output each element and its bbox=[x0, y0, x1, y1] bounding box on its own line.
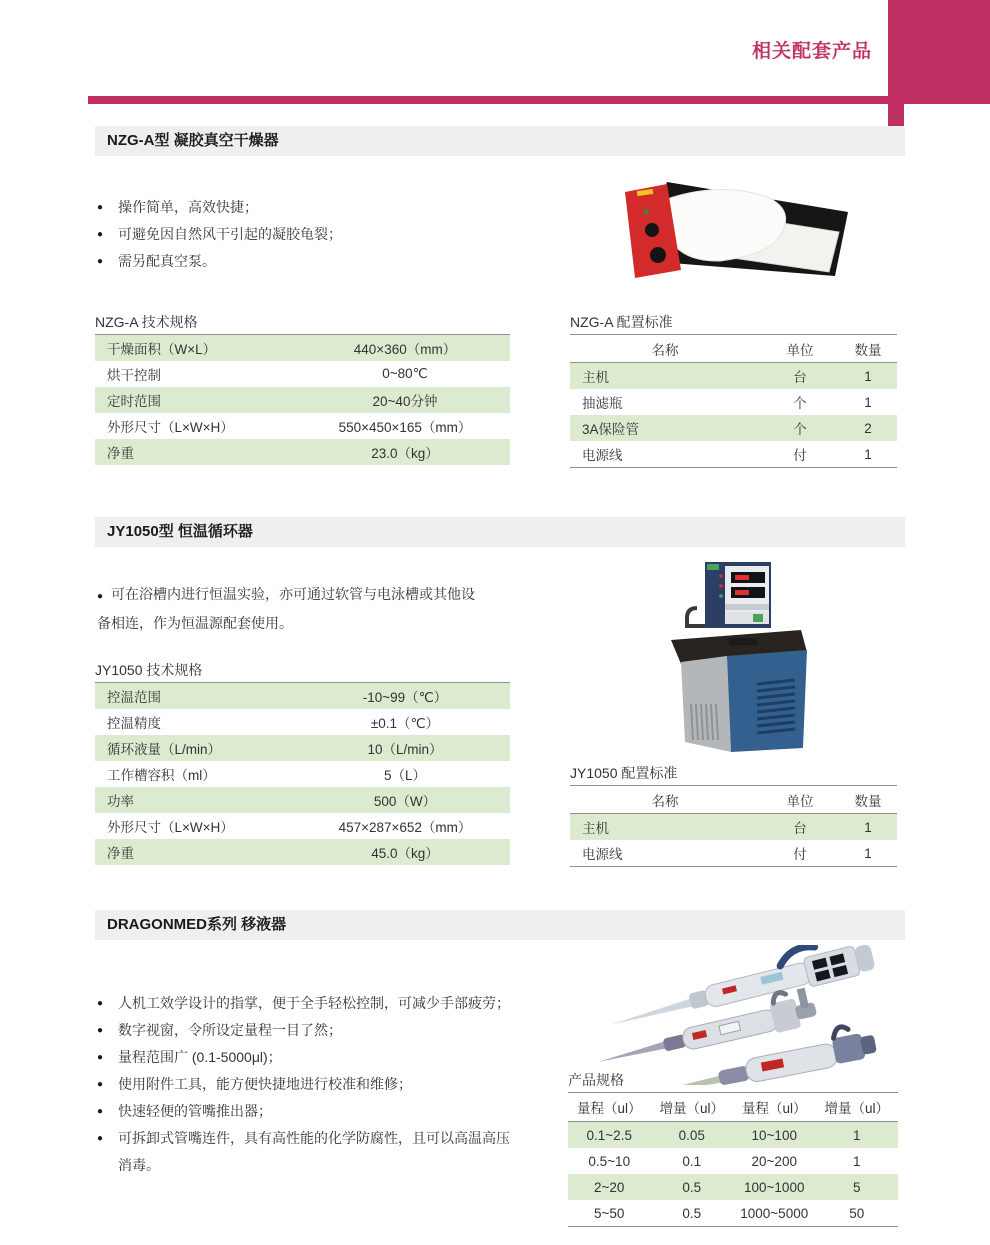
product-spec-table-title: 产品规格 bbox=[568, 1072, 624, 1088]
cell-unit: 台 bbox=[793, 821, 807, 836]
spec-label: 定时范围 bbox=[107, 394, 161, 409]
spec-value: 500（W） bbox=[373, 794, 437, 809]
jy1050-config-table-title: JY1050 配置标准 bbox=[570, 765, 678, 781]
bullet-icon: ● bbox=[97, 1079, 104, 1090]
spec-label: 控温范围 bbox=[107, 690, 161, 705]
spec-label: 干燥面积（W×L） bbox=[107, 342, 217, 357]
table-header-row bbox=[570, 786, 897, 814]
column-header: 量程（ul） bbox=[576, 1101, 642, 1116]
cell: 20~200 bbox=[751, 1153, 797, 1169]
cell-qty: 1 bbox=[864, 394, 872, 410]
jy1050-circulator-photo bbox=[665, 556, 810, 754]
spec-label: 烘干控制 bbox=[107, 368, 161, 383]
cell: 1 bbox=[852, 1127, 861, 1143]
list-item bbox=[97, 1044, 511, 1071]
column-header: 量程（ul） bbox=[741, 1101, 807, 1116]
column-header: 单位 bbox=[786, 342, 814, 358]
nzg-a-config-table-title: NZG-A 配置标准 bbox=[570, 314, 673, 330]
accent-corner-block bbox=[888, 0, 990, 104]
table-header-row bbox=[568, 1093, 898, 1122]
cell: 10~100 bbox=[751, 1127, 797, 1143]
section-title-nzg-a: NZG-A型 凝胶真空干燥器 bbox=[95, 126, 905, 156]
bullet-icon: ● bbox=[97, 591, 104, 602]
cell: 0.5~10 bbox=[588, 1153, 631, 1169]
bullet-text: 数字视窗，令所设定量程一目了然； bbox=[118, 1022, 342, 1038]
nzg-a-spec-table-title: NZG-A 技术规格 bbox=[95, 314, 198, 330]
list-item bbox=[97, 248, 537, 275]
table-row bbox=[570, 363, 897, 389]
cell-name: 电源线 bbox=[582, 847, 623, 862]
bullet-icon: ● bbox=[97, 202, 104, 213]
spec-value: 20~40分钟 bbox=[372, 394, 438, 409]
cell-name: 3A保险管 bbox=[582, 422, 640, 437]
spec-value: 5（L） bbox=[383, 768, 427, 783]
list-item bbox=[97, 1017, 511, 1044]
list-item bbox=[97, 1125, 511, 1179]
bullet-text: 使用附件工具，能方便快捷地进行校准和维修； bbox=[118, 1076, 412, 1092]
table-body bbox=[570, 814, 897, 866]
bullet-icon: ● bbox=[97, 998, 104, 1009]
bullet-icon: ● bbox=[97, 256, 104, 267]
spec-label: 控温精度 bbox=[107, 716, 161, 731]
table-body bbox=[570, 363, 897, 467]
page-title: 相关配套产品 bbox=[751, 41, 872, 62]
cell-qty: 2 bbox=[864, 420, 872, 436]
bullet-text: 可在浴槽内进行恒温实验，亦可通过软管与电泳槽或其他设备相连，作为恒温源配套使用。 bbox=[97, 586, 476, 631]
nzg-a-bullet-list bbox=[97, 194, 537, 275]
column-header: 名称 bbox=[651, 342, 679, 358]
bullet-icon: ● bbox=[97, 1106, 104, 1117]
cell-unit: 个 bbox=[793, 422, 807, 437]
cell-qty: 1 bbox=[864, 368, 872, 384]
list-item bbox=[97, 194, 537, 221]
table-row bbox=[95, 439, 510, 465]
cell-qty: 1 bbox=[864, 446, 872, 462]
column-header: 数量 bbox=[854, 342, 882, 358]
nzg-a-dryer-photo bbox=[615, 168, 855, 290]
accent-vertical-stub bbox=[888, 104, 904, 127]
product-spec-table bbox=[568, 1092, 898, 1227]
table-row bbox=[95, 413, 510, 439]
cell: 50 bbox=[849, 1205, 865, 1221]
bullet-text: 操作简单，高效快捷； bbox=[118, 199, 258, 215]
cell: 0.1 bbox=[682, 1153, 702, 1169]
spec-value: 457×287×652（mm） bbox=[338, 820, 472, 835]
cell-name: 主机 bbox=[582, 821, 609, 836]
table-row bbox=[570, 441, 897, 467]
bullet-text: 可拆卸式管嘴连件，具有高性能的化学防腐性，且可以高温高压消毒。 bbox=[118, 1130, 510, 1173]
accent-horizontal-rule bbox=[88, 96, 904, 104]
list-item bbox=[97, 221, 537, 248]
bullet-icon: ● bbox=[97, 1052, 104, 1063]
cell: 1000~5000 bbox=[740, 1205, 809, 1221]
table-row bbox=[570, 814, 897, 840]
column-header: 数量 bbox=[854, 793, 882, 809]
nzg-a-spec-table bbox=[95, 334, 510, 465]
cell: 100~1000 bbox=[744, 1179, 805, 1195]
bullet-text: 可避免因自然风干引起的凝胶龟裂； bbox=[118, 226, 342, 242]
cell-unit: 台 bbox=[793, 370, 807, 385]
cell: 1 bbox=[852, 1153, 861, 1169]
spec-value: 550×450×165（mm） bbox=[338, 420, 472, 435]
cell-unit: 个 bbox=[793, 396, 807, 411]
table-row bbox=[568, 1148, 898, 1174]
spec-value: -10~99（℃） bbox=[362, 690, 448, 705]
table-row bbox=[95, 361, 510, 387]
bullet-icon: ● bbox=[97, 1133, 104, 1144]
bullet-text: 人机工效学设计的指掌，便于全手轻松控制，可减少手部疲劳； bbox=[118, 995, 510, 1011]
spec-value: 45.0（kg） bbox=[371, 846, 439, 861]
section-title-dragonmed: DRAGONMED系列 移液器 bbox=[95, 910, 905, 940]
table-row bbox=[95, 735, 510, 761]
spec-label: 净重 bbox=[107, 446, 134, 461]
cell-qty: 1 bbox=[864, 845, 872, 861]
cell-unit: 付 bbox=[793, 448, 807, 463]
table-header-row bbox=[570, 335, 897, 363]
list-item bbox=[97, 1071, 511, 1098]
table-row bbox=[95, 709, 510, 735]
table-row bbox=[95, 787, 510, 813]
table-row bbox=[568, 1200, 898, 1226]
cell: 5~50 bbox=[594, 1205, 625, 1221]
cell-unit: 付 bbox=[793, 847, 807, 862]
jy1050-spec-table-title: JY1050 技术规格 bbox=[95, 662, 203, 678]
spec-value: ±0.1（℃） bbox=[370, 716, 440, 731]
spec-value: 23.0（kg） bbox=[371, 446, 439, 461]
spec-value: 10（L/min） bbox=[367, 742, 443, 757]
table-row bbox=[570, 840, 897, 866]
table-row bbox=[95, 761, 510, 787]
bullet-text: 快速轻便的管嘴推出器； bbox=[118, 1103, 272, 1119]
cell: 0.05 bbox=[678, 1127, 705, 1143]
cell: 5 bbox=[852, 1179, 861, 1195]
spec-value: 0~80℃ bbox=[382, 366, 428, 381]
bullet-text: 量程范围广 (0.1-5000μl)； bbox=[118, 1049, 282, 1065]
dragonmed-pipettes-photo bbox=[600, 945, 905, 1085]
table-body bbox=[568, 1122, 898, 1226]
spec-value: 440×360（mm） bbox=[353, 342, 457, 357]
table-row bbox=[95, 387, 510, 413]
column-header: 增量（ul） bbox=[659, 1101, 724, 1116]
bullet-icon: ● bbox=[97, 1025, 104, 1036]
cell-name: 抽滤瓶 bbox=[582, 396, 623, 411]
cell: 2~20 bbox=[594, 1179, 625, 1195]
cell: 0.5 bbox=[682, 1179, 702, 1195]
jy1050-description bbox=[97, 581, 489, 637]
table-row bbox=[95, 813, 510, 839]
bullet-icon: ● bbox=[97, 229, 104, 240]
jy1050-config-table bbox=[570, 785, 897, 867]
table-row bbox=[95, 839, 510, 865]
jy1050-spec-table bbox=[95, 682, 510, 865]
column-header: 名称 bbox=[651, 793, 679, 809]
table-row bbox=[568, 1174, 898, 1200]
table-row bbox=[570, 415, 897, 441]
table-row bbox=[95, 683, 510, 709]
section-title-jy1050: JY1050型 恒温循环器 bbox=[95, 517, 905, 547]
cell-name: 主机 bbox=[582, 370, 609, 385]
list-item bbox=[97, 990, 511, 1017]
column-header: 增量（ul） bbox=[824, 1101, 889, 1116]
spec-label: 工作槽容积（ml） bbox=[107, 768, 216, 783]
table-row bbox=[570, 389, 897, 415]
column-header: 单位 bbox=[786, 793, 814, 809]
table-row bbox=[568, 1122, 898, 1148]
spec-label: 循环液量（L/min） bbox=[107, 742, 222, 757]
table-row bbox=[95, 335, 510, 361]
cell-name: 电源线 bbox=[582, 448, 623, 463]
bullet-text: 需另配真空泵。 bbox=[118, 253, 216, 269]
cell: 0.5 bbox=[682, 1205, 702, 1221]
spec-label: 外形尺寸（L×W×H） bbox=[107, 820, 234, 835]
cell: 0.1~2.5 bbox=[586, 1127, 632, 1143]
spec-label: 净重 bbox=[107, 846, 134, 861]
dragonmed-bullet-list bbox=[97, 990, 511, 1179]
spec-label: 功率 bbox=[107, 794, 134, 809]
spec-label: 外形尺寸（L×W×H） bbox=[107, 420, 234, 435]
nzg-a-config-table bbox=[570, 334, 897, 468]
list-item bbox=[97, 1098, 511, 1125]
cell-qty: 1 bbox=[864, 819, 872, 835]
